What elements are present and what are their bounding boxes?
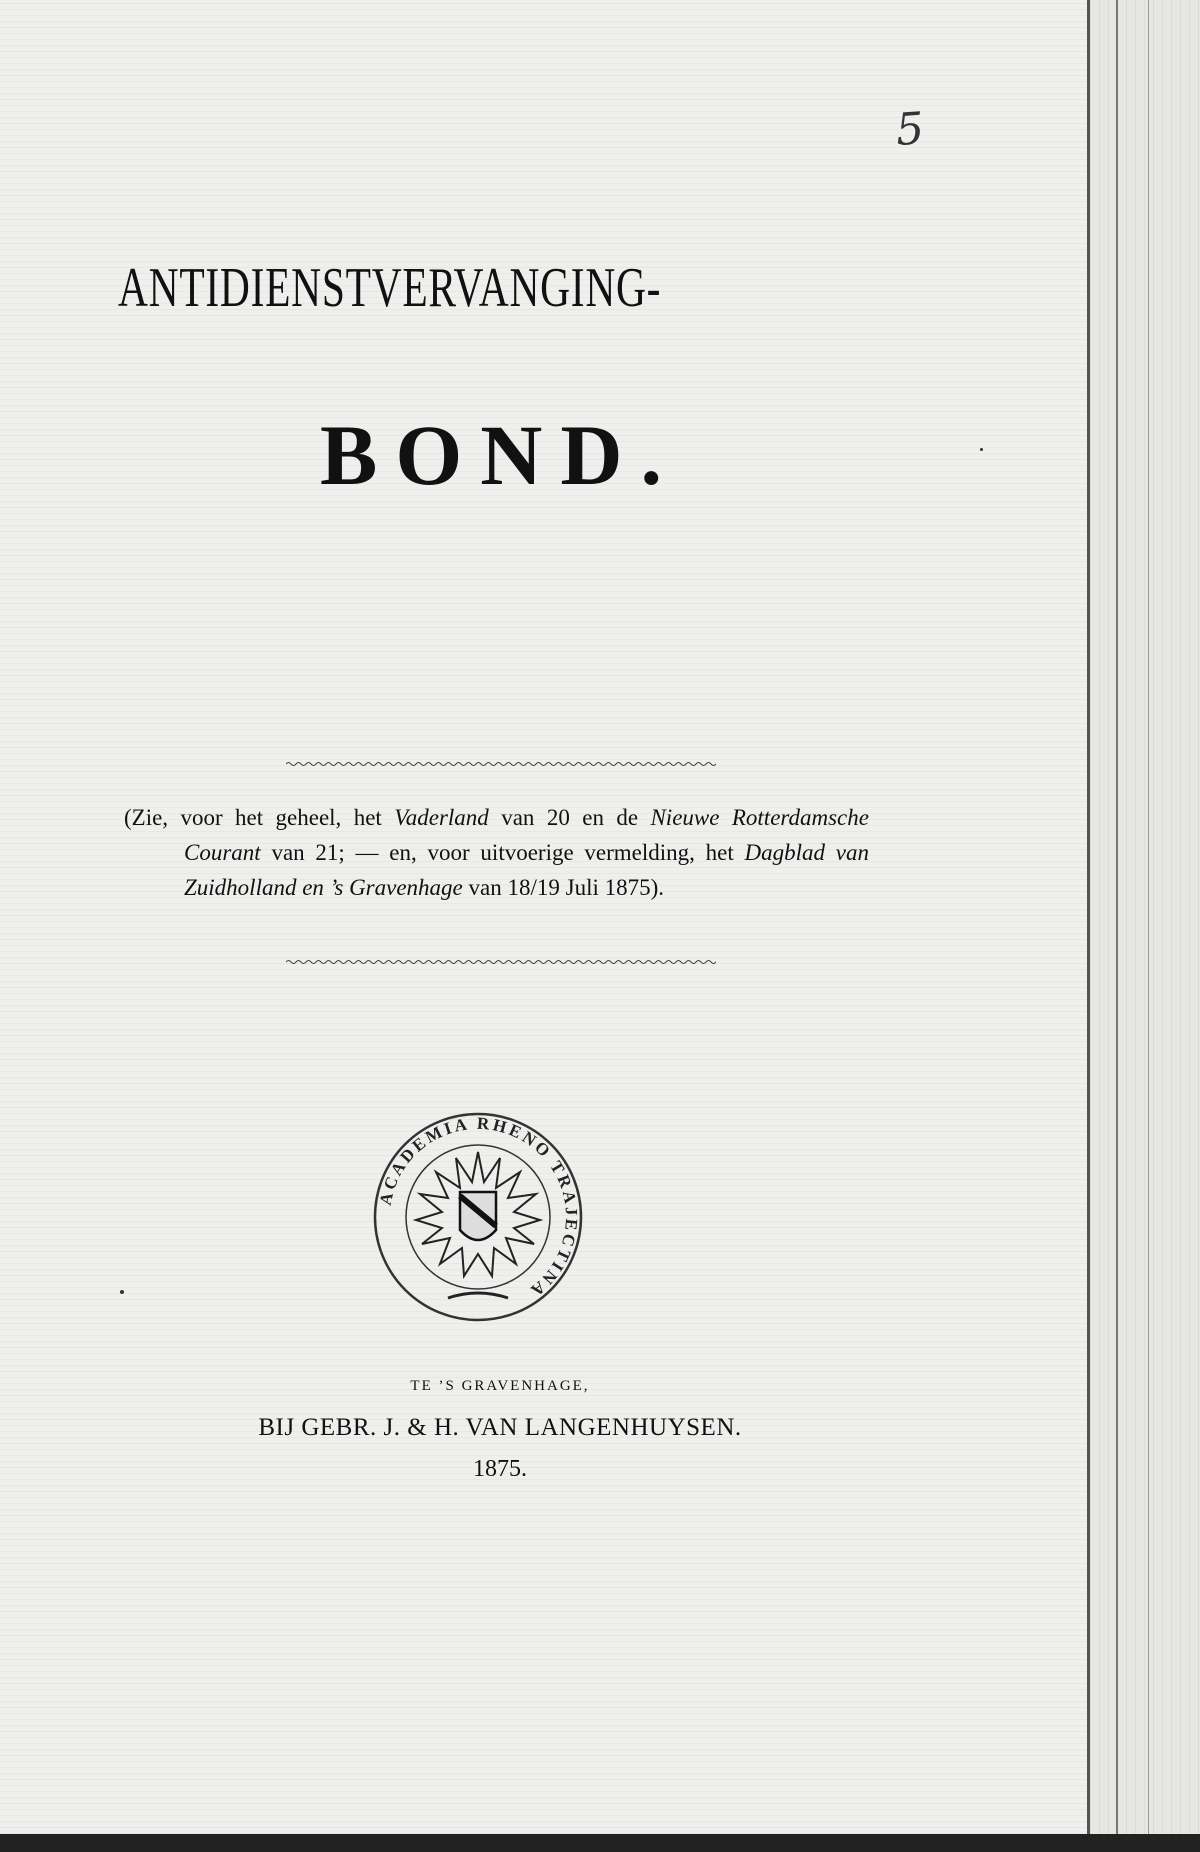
wavy-rule-top [286,760,716,768]
title-line-2: BOND. [320,407,680,503]
imprint-publisher: BIJ GEBR. J. & H. VAN LANGENHUYSEN. [258,1414,742,1441]
wavy-rule-bottom [286,958,716,966]
paper-speck [120,1290,124,1294]
library-seal-stamp [368,1112,588,1322]
paper-speck [980,448,983,451]
newspaper-vaderland: Vaderland [394,805,489,830]
imprint-place: TE ’S GRAVENHAGE, [410,1378,590,1394]
title-line-1: ANTIDIENSTVERVANGING- [118,257,662,319]
page-binding-edge [1087,0,1200,1852]
reference-note: (Zie, voor het geheel, het Vaderland van 20 en de Nieuwe Rotterdamsche Courant van 21; — en, voor uitvoerige vermelding, het Dagblad van Zuidholland en ’s Gravenhage van 18/19 Juli 1875). [124,805,869,900]
imprint-year: 1875. [473,1456,527,1482]
page-bottom-edge [0,1834,1200,1852]
page-number: 5 [894,103,926,156]
newspaper-dagblad: Dagblad van Zuidholland en ’s Gravenhage [184,840,869,900]
svg-text:ACADEMIA RHENO TRAJECTINA: ACADEMIA RHENO TRAJECTINA [375,1113,582,1302]
newspaper-nrc: Nieuwe Rotterdamsche Courant [184,805,869,865]
